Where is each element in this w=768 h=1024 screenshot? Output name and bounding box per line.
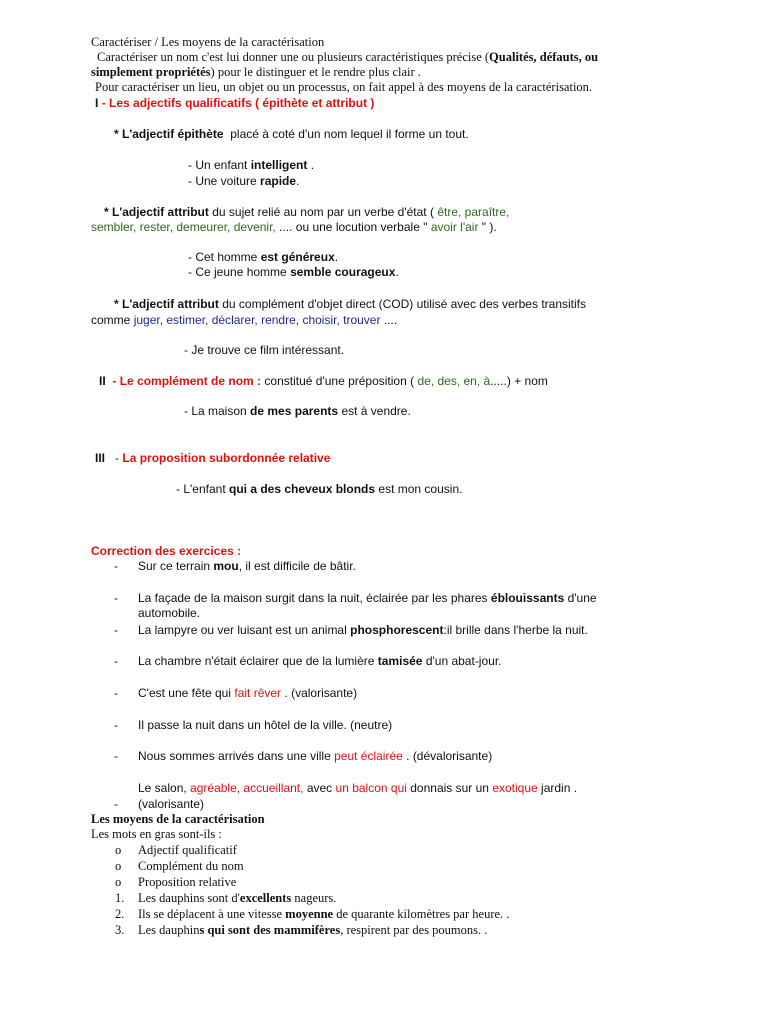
sentence-number-1: 1. — [115, 891, 125, 905]
section-3-heading: III - La proposition subordonnée relative — [95, 451, 331, 465]
correction-dash-2: - — [114, 591, 118, 605]
correction-item-1: Sur ce terrain mou, il est difficile de bâtir. — [138, 559, 356, 573]
correction-dash-1: - — [114, 559, 118, 573]
attribut-sujet-definition-line-1: * L'adjectif attribut du sujet relié au nom par un verbe d'état ( être, paraître, — [104, 205, 510, 219]
correction-item-2: La façade de la maison surgit dans la nuit, éclairée par les phares éblouissants d'une — [138, 591, 597, 605]
epithete-example-1: - Un enfant intelligent . — [188, 158, 315, 172]
correction-item-2-cont: automobile. — [138, 606, 201, 620]
correction-dash-3: - — [114, 623, 118, 637]
correction-dash-4: - — [114, 654, 118, 668]
attribut-cod-definition-line-1: * L'adjectif attribut du complément d'objet direct (COD) utilisé avec des verbes transitifs — [114, 297, 586, 311]
document-title: Caractériser / Les moyens de la caractérisation — [91, 35, 325, 49]
correction-heading: Correction des exercices : — [91, 544, 242, 558]
option-bullet-3: o — [115, 875, 122, 889]
option-2: Complément du nom — [138, 859, 244, 873]
sentence-number-2: 2. — [115, 907, 125, 921]
epithete-example-2: - Une voiture rapide. — [188, 174, 300, 188]
correction-dash-8: - — [114, 797, 118, 811]
section-1-heading: I - Les adjectifs qualificatifs ( épithète et attribut ) — [95, 96, 375, 110]
section-2-heading: II - Le complément de nom : constitué d'une préposition ( de, des, en, à.....) + nom — [99, 374, 548, 388]
moyens-heading: Les moyens de la caractérisation — [91, 812, 265, 826]
correction-dash-6: - — [114, 718, 118, 732]
sentence-2: Ils se déplacent à une vitesse moyenne de quarante kilomètres par heure. . — [138, 907, 510, 921]
attribut-sujet-example-1: - Cet homme est généreux. — [188, 250, 339, 264]
correction-item-8-cont: (valorisante) — [138, 797, 205, 811]
correction-item-4: La chambre n'était éclairer que de la lumière tamisée d'un abat-jour. — [138, 654, 502, 668]
option-bullet-1: o — [115, 843, 122, 857]
epithete-definition: * L'adjectif épithète placé à coté d'un nom lequel il forme un tout. — [114, 127, 469, 141]
sentence-number-3: 3. — [115, 923, 125, 937]
option-1: Adjectif qualificatif — [138, 843, 237, 857]
sentence-3: Les dauphins qui sont des mammifères, respirent par des poumons. . — [138, 923, 488, 937]
attribut-cod-example: - Je trouve ce film intéressant. — [184, 343, 345, 357]
correction-dash-7: - — [114, 749, 118, 763]
relative-example: - L'enfant qui a des cheveux blonds est mon cousin. — [176, 482, 463, 496]
intro-line-2: simplement propriétés) pour le distinguer et le rendre plus clair . — [91, 65, 421, 79]
correction-item-7: Nous sommes arrivés dans une ville peut éclairée . (dévalorisante) — [138, 749, 493, 763]
sentence-1: Les dauphins sont d'excellents nageurs. — [138, 891, 337, 905]
correction-item-6: Il passe la nuit dans un hôtel de la ville. (neutre) — [138, 718, 393, 732]
attribut-cod-definition-line-2: comme juger, estimer, déclarer, rendre, choisir, trouver .... — [91, 313, 398, 327]
correction-item-3: La lampyre ou ver luisant est un animal phosphorescent:il brille dans l'herbe la nuit. — [138, 623, 588, 637]
attribut-sujet-definition-line-2: sembler, rester, demeurer, devenir, .... ou une locution verbale " avoir l'air " ). — [91, 220, 497, 234]
moyens-question: Les mots en gras sont-ils : — [91, 827, 222, 841]
intro-line-1: Caractériser un nom c'est lui donner une ou plusieurs caractéristiques précise (Qualités, défauts, ou — [97, 50, 599, 64]
correction-item-5: C'est une fête qui fait rêver . (valorisante) — [138, 686, 358, 700]
correction-item-8: Le salon, agréable, accueillant, avec un balcon qui donnais sur un exotique jardin . — [138, 781, 578, 795]
intro-line-3: Pour caractériser un lieu, un objet ou un processus, on fait appel à des moyens de la caractérisation. — [95, 80, 593, 94]
attribut-sujet-example-2: - Ce jeune homme semble courageux. — [188, 265, 399, 279]
option-3: Proposition relative — [138, 875, 237, 889]
option-bullet-2: o — [115, 859, 122, 873]
correction-dash-5: - — [114, 686, 118, 700]
complement-nom-example: - La maison de mes parents est à vendre. — [184, 404, 411, 418]
